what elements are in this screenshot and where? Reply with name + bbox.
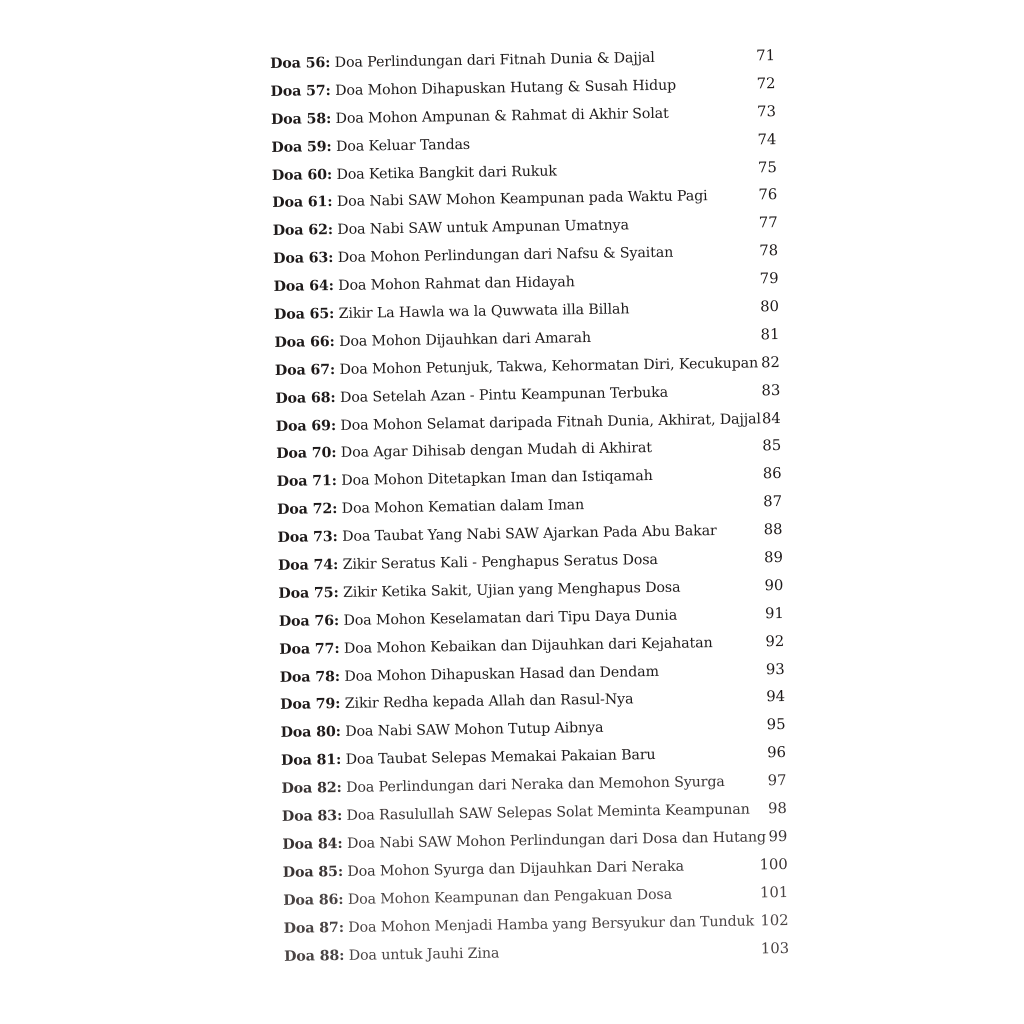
- toc-entry-label: Doa 70:: [276, 445, 337, 463]
- toc-entry-page-number: 74: [757, 130, 777, 149]
- toc-entry-label: Doa 71:: [276, 473, 338, 491]
- toc-entry-label: Doa 77:: [279, 640, 340, 658]
- toc-entry-label: Doa 69:: [275, 417, 337, 435]
- toc-entry-text: Doa Mohon Kematian dalam Iman: [341, 497, 585, 518]
- toc-entry-page-number: 88: [763, 521, 783, 539]
- toc-entry-page-number: 90: [764, 576, 784, 595]
- toc-entry-text: Doa Ketika Bangkit dari Rukuk: [336, 163, 557, 183]
- toc-entry-text: Doa Mohon Kebaikan dan Dijauhkan dari Kejahatan: [343, 634, 713, 657]
- toc-entry-text: Doa Nabi SAW Mohon Perlindungan dari Dosa dan Hutang: [346, 829, 767, 852]
- toc-entry-title: [281, 747, 656, 769]
- toc-entry-page-number: 87: [763, 493, 783, 511]
- toc-entry-title: [284, 945, 499, 964]
- toc-entry-title: [272, 163, 557, 183]
- toc-entry-label: Doa 85:: [282, 863, 344, 881]
- toc-entry-title: [271, 137, 470, 156]
- toc-entry-label: Doa 75:: [278, 584, 339, 602]
- toc-entry-text: Doa Taubat Yang Nabi SAW Ajarkan Pada Abu Bakar: [342, 523, 717, 546]
- toc-entry-page-number: 103: [760, 939, 790, 957]
- toc-entry-title: [274, 274, 575, 295]
- toc-entry-title: [273, 245, 673, 267]
- toc-entry-page-number: 97: [767, 772, 787, 790]
- toc-entry-title: [277, 468, 653, 490]
- toc-entry-label: Doa 68:: [275, 389, 336, 407]
- toc-entry-text: Doa Setelah Azan - Pintu Keampunan Terbuka: [339, 384, 669, 406]
- toc-entry-title: [275, 384, 668, 406]
- toc-entry-page-number: 89: [763, 549, 784, 567]
- toc-entry-title: [278, 552, 658, 574]
- toc-entry-title: [271, 106, 669, 128]
- toc-entry-text: Doa Mohon Ditetapkan Iman dan Istiqamah: [341, 468, 653, 490]
- toc-entry-page-number: 83: [761, 381, 781, 400]
- toc-entry-text: Doa Mohon Keselamatan dari Tipu Daya Dunia: [343, 607, 678, 629]
- toc-entry-label: Doa 63:: [273, 250, 334, 268]
- toc-entry-label: Doa 82:: [281, 780, 342, 798]
- toc-entry-title: [274, 301, 630, 323]
- toc-entry-page-number: 100: [759, 855, 788, 874]
- toc-entry-page-number: 101: [759, 883, 789, 902]
- toc-entry-text: Doa Taubat Selepas Memakai Pakaian Baru: [345, 747, 656, 769]
- toc-entry-text: Doa Mohon Menjadi Hamba yang Bersyukur dan Tunduk: [348, 913, 755, 936]
- toc-entry-text: Doa Keluar Tandas: [335, 136, 471, 155]
- toc-entry-page-number: 80: [760, 298, 780, 316]
- toc-entry-label: Doa 60:: [271, 166, 333, 184]
- toc-entry-title: [270, 50, 655, 72]
- toc-entry-text: Doa Perlindungan dari Fitnah Dunia & Dajjal: [334, 49, 655, 71]
- toc-entry-page-number: 79: [759, 270, 779, 288]
- toc-entry-page-number: 93: [765, 660, 785, 678]
- toc-entry-page-number: 91: [764, 604, 784, 623]
- toc-entry-title: [281, 720, 604, 741]
- toc-entry-text: Doa Perlindungan dari Neraka dan Memohon Syurga: [346, 774, 725, 797]
- toc-entry-label: Doa 67:: [274, 361, 336, 379]
- toc-entry-label: Doa 73:: [277, 529, 338, 547]
- toc-entry-page-number: 82: [760, 353, 781, 372]
- toc-entry-page-number: 71: [756, 47, 776, 65]
- toc-entry-text: Doa Mohon Syurga dan Dijauhkan Dari Neraka: [347, 858, 685, 880]
- toc-entry-label: Doa 83:: [281, 808, 343, 825]
- toc-entry-label: Doa 79:: [280, 696, 341, 714]
- toc-entry-page-number: 85: [762, 437, 782, 455]
- toc-entry-page-number: 72: [756, 74, 776, 93]
- toc-entry-label: Doa 66:: [274, 333, 335, 351]
- toc-entry-page-number: 102: [760, 911, 789, 930]
- table-of-contents: [270, 47, 789, 975]
- toc-entry-text: Doa untuk Jauhi Zina: [348, 945, 500, 964]
- toc-entry-page-number: 98: [767, 800, 788, 818]
- toc-entry-text: Doa Mohon Ampunan & Rahmat di Akhir Solat: [335, 105, 669, 127]
- toc-entry-text: Doa Mohon Dihapuskan Hutang & Susah Hidup: [335, 77, 677, 99]
- toc-entry-label: Doa 65:: [273, 306, 335, 323]
- toc-entry-page-number: 77: [758, 214, 778, 232]
- toc-entry-title: [283, 887, 672, 909]
- toc-entry-text: Doa Nabi SAW untuk Ampunan Umatnya: [337, 217, 629, 239]
- toc-entry-title: [276, 441, 652, 463]
- toc-entry-text: Doa Mohon Petunjuk, Takwa, Kehormatan Diri, Kecukupan: [339, 355, 759, 378]
- toc-entry-page-number: 76: [758, 186, 778, 204]
- toc-entry-text: Zikir Seratus Kali - Penghapus Seratus Dosa: [342, 552, 658, 573]
- toc-entry-page-number: 81: [760, 325, 780, 344]
- toc-entry-page-number: 92: [765, 632, 785, 650]
- toc-entry-label: Doa 72:: [277, 501, 338, 519]
- toc-entry-label: Doa 78:: [279, 668, 341, 686]
- toc-entry-text: Doa Mohon Selamat daripada Fitnah Dunia, Akhirat, Dajjal: [340, 410, 761, 434]
- toc-entry-text: Doa Agar Dihisab dengan Mudah di Akhirat: [340, 440, 653, 462]
- toc-entry-text: Doa Mohon Rahmat dan Hidayah: [338, 274, 575, 295]
- toc-entry-label: Doa 88:: [284, 947, 345, 965]
- toc-entry-title: [277, 497, 584, 518]
- toc-entry-page-number: 86: [762, 465, 782, 483]
- toc-entry-label: Doa 84:: [282, 835, 343, 853]
- toc-entry-label: Doa 64:: [273, 278, 334, 296]
- toc-entry-page-number: 78: [759, 242, 779, 260]
- toc-entry-page-number: 73: [756, 102, 777, 121]
- toc-entry-text: Zikir La Hawla wa la Quwwata illa Billah: [338, 301, 630, 322]
- toc-entry-page-number: 95: [766, 716, 786, 734]
- toc-entry-label: Doa 61:: [272, 194, 333, 212]
- toc-entry-label: Doa 86:: [283, 891, 344, 909]
- toc-entry-label: Doa 80:: [280, 724, 341, 742]
- toc-entry-label: Doa 81:: [280, 752, 342, 770]
- toc-entry-page-number: 99: [768, 827, 788, 846]
- toc-entry-label: Doa 87:: [283, 919, 345, 937]
- toc-entry-title: [273, 218, 629, 240]
- toc-entry-page-number: 94: [766, 688, 786, 706]
- toc-entry-label: Doa 56:: [270, 55, 331, 72]
- toc-entry-text: Doa Nabi SAW Mohon Tutup Aibnya: [345, 720, 604, 741]
- toc-entry-label: Doa 74:: [277, 557, 339, 574]
- toc-entry-text: Doa Nabi SAW Mohon Keampunan pada Waktu Pagi: [336, 188, 708, 211]
- toc-entry-page-number: 75: [757, 158, 777, 176]
- toc-entry-label: Doa 59:: [271, 138, 332, 156]
- toc-entry-text: Zikir Ketika Sakit, Ujian yang Menghapus Dosa: [342, 579, 681, 601]
- toc-entry-label: Doa 62:: [272, 222, 334, 240]
- toc-entry-text: Doa Mohon Dijauhkan dari Amarah: [338, 329, 592, 350]
- toc-entry-text: Zikir Redha kepada Allah dan Rasul-Nya: [344, 691, 634, 713]
- toc-entry-label: Doa 58:: [270, 110, 332, 128]
- toc-entry-title: [274, 330, 591, 351]
- toc-entry-title: [280, 664, 659, 686]
- toc-entry-text: Doa Rasulullah SAW Selepas Solat Meminta Keampunan: [346, 801, 750, 824]
- toc-entry-text: Doa Mohon Keampunan dan Pengakuan Dosa: [347, 886, 673, 908]
- toc-entry-text: Doa Mohon Perlindungan dari Nafsu & Syaitan: [337, 244, 674, 267]
- toc-entry-title: [279, 607, 677, 629]
- toc-entry-title: [280, 692, 633, 714]
- toc-entry-label: Doa 57:: [270, 82, 331, 100]
- toc-entry-text: Doa Mohon Dihapuskan Hasad dan Dendam: [344, 663, 660, 685]
- toc-entry-page-number: 96: [767, 744, 787, 762]
- toc-entry-label: Doa 76:: [278, 612, 340, 630]
- toc-entry-page-number: 84: [761, 409, 781, 427]
